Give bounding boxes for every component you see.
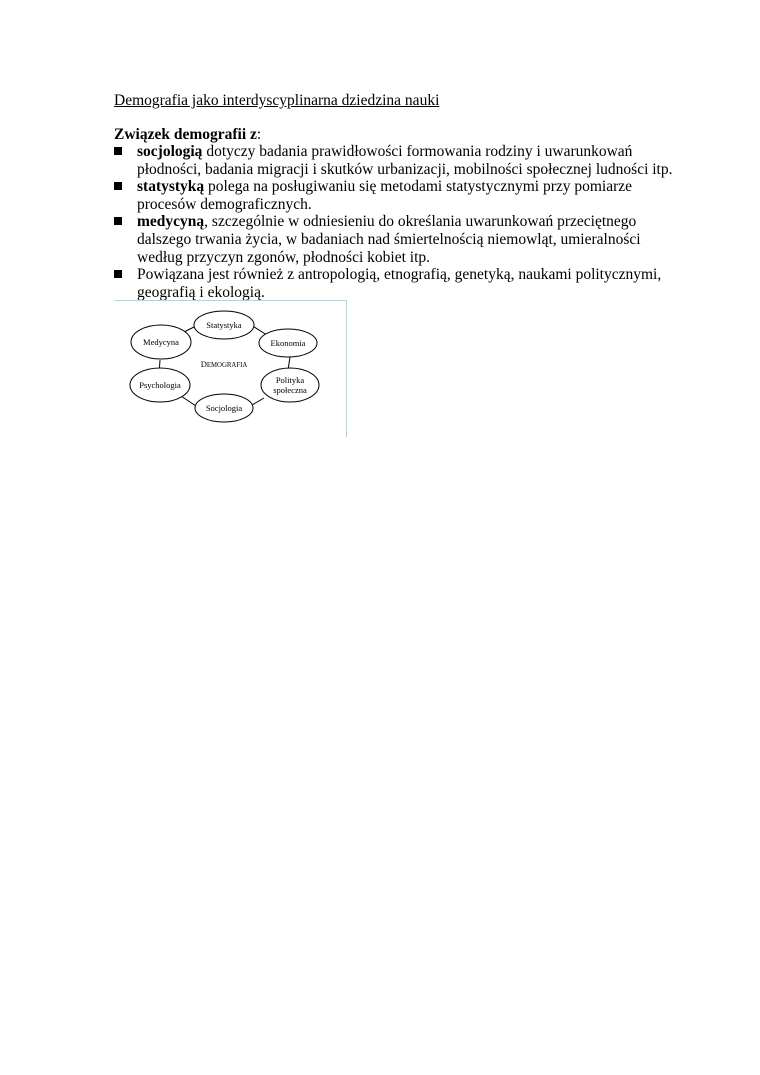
bullet-line: dotyczy badania prawidłowości formowania rodziny i uwarunkowań [202,143,633,160]
node-label: Socjologia [205,403,243,413]
page-title: Demografia jako interdyscyplinarna dziedzina nauki [114,92,440,109]
connector-line [181,396,196,406]
square-bullet-icon [114,217,122,225]
center-label-initial: D [200,359,207,369]
bullet-line: Powiązana jest również z antropologią, etnografią, genetyką, naukami politycznymi, [137,266,662,284]
node-label: Ekonomia [270,338,306,348]
node-label: Polityka [275,375,305,385]
bullet-line: według przyczyn zgonów, płodności kobiet itp. [137,248,431,266]
node-label: Statystyka [206,320,242,330]
term-medicine: medycyną [137,213,205,231]
square-bullet-icon [114,182,122,190]
connector-line [252,398,264,405]
bullet-line: geografią i ekologią. [137,283,265,301]
diagram-center-label [201,359,248,369]
section-heading-bold: Związek demografii z [114,126,257,143]
bullet-list [114,143,674,301]
bullet-line: procesów demograficznych. [137,195,312,213]
node-label: Psychologia [139,380,181,390]
demography-diagram [114,301,346,437]
diagram-frame [114,300,347,437]
square-bullet-icon [114,147,122,155]
square-bullet-icon [114,270,122,278]
section-heading [114,126,261,144]
bullet-line: polega na posługiwaniu się metodami statystycznymi przy pomiarze [204,178,633,196]
term-sociology: socjologią [137,143,203,160]
term-statistics: statystyką [137,178,205,196]
bullet-line: płodności, badania migracji i skutków urbanizacji, mobilności społecznej ludności itp. [137,160,673,178]
bullet-line: , szczególnie w odniesieniu do określania uwarunkowań przeciętnego [204,213,637,231]
list-item [114,213,674,266]
list-item [114,178,674,213]
section-heading-colon: : [256,126,262,143]
list-item [114,143,674,178]
bullet-line: dalszego trwania życia, w badaniach nad śmiertelnością niemowląt, umieralności [137,230,641,248]
center-label-rest: EMOGRAFIA [206,362,248,369]
list-item [114,266,674,301]
node-label: społeczna [273,385,307,395]
node-label: Medycyna [143,337,179,347]
